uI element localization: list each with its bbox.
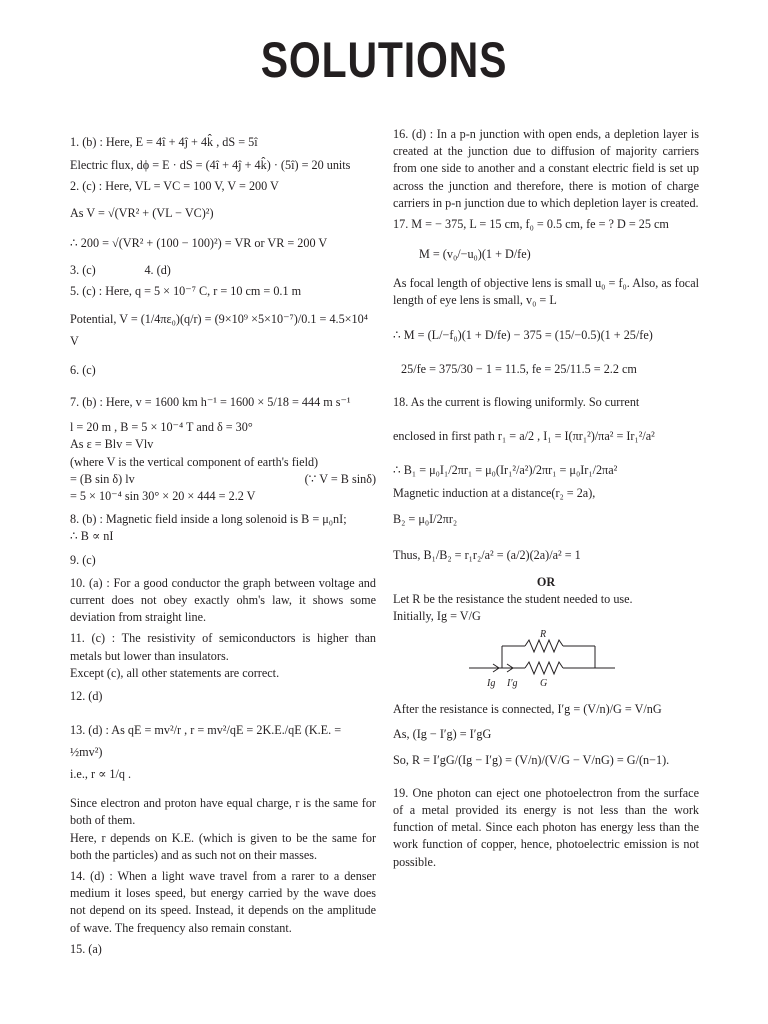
circuit-label-g: G: [540, 677, 548, 689]
q7-l1: l = 20 m , B = 5 × 10⁻⁴ T and δ = 30°: [70, 420, 253, 435]
q7-l4b: (∵ V = B sinδ): [304, 471, 376, 486]
right-column: [393, 126, 699, 871]
q11-l1: 11. (c) : The resistivity of semiconductors is higher than metals but lower than insulators.: [70, 631, 376, 663]
galvanometer-shunt-circuit-diagram: [467, 628, 617, 698]
q3-4: 3. (c) 4. (d): [70, 262, 171, 277]
page-title: SOLUTIONS: [260, 32, 508, 88]
q6: 6. (c): [70, 363, 96, 378]
q8-l2: ∴ B ∝ nI: [70, 529, 114, 544]
q5-head: 5. (c) : Here, q = 5 × 10⁻⁷ C, r = 10 cm = 0.1 m: [70, 283, 302, 298]
q14: 14. (d) : When a light wave travel from a rarer to a denser medium it loses speed, but energy carried by the wave does not depend on its speed. Instead, it depends on the amplitude of wave. The frequency also remain constant.: [70, 869, 376, 935]
q7-l5: = 5 × 10⁻⁴ sin 30° × 20 × 444 = 2.2 V: [70, 489, 256, 504]
q2-eq1: As V = √(VR² + (VL − VC)²): [70, 205, 214, 220]
q13-eq: 13. (d) : As qE = mv²/r , r = mv²/qE = 2K.E./qE (K.E. = ½mv²): [70, 723, 342, 760]
q13-p2: Here, r depends on K.E. (which is given to be the same for both the particles) and as such not on their masses.: [70, 830, 376, 862]
q18-eq3: B₂ = μ₀I/2πr₂: [393, 512, 458, 527]
q13-p1: Since electron and proton have equal charge, r is the same for both of them.: [70, 796, 376, 828]
circuit-label-igp: I′g: [507, 677, 518, 689]
q18-eq5: After the resistance is connected, I′g = (V/n)/G = V/nG: [393, 701, 662, 716]
q18-p4: Initially, Ig = V/G: [393, 609, 481, 624]
q18-p2: Magnetic induction at a distance(r₂ = 2a),: [393, 485, 596, 500]
q18-eq6: As, (Ig − I′g) = I′gG: [393, 726, 492, 741]
q11-l2: Except (c), all other statements are correct.: [70, 665, 280, 680]
q12: 12. (d): [70, 689, 103, 704]
q8-l1: 8. (b) : Magnetic field inside a long solenoid is B = μ₀nI;: [70, 512, 347, 527]
q1-flux: Electric flux, dϕ = E · dS = (4î + 4ĵ + 4k̂) · (5î) = 20 units: [70, 158, 351, 173]
q13-ie: i.e., r ∝ 1/q .: [70, 767, 132, 782]
q18-eq1: enclosed in first path r₁ = a/2 , I₁ = I(πr₁²)/πa² = Ir₁²/a²: [393, 428, 655, 443]
q18-eq2: ∴ B₁ = μ₀I₁/2πr₁ = μ₀(Ir₁²/a²)/2πr₁ = μ₀Ir₁/2πa²: [393, 462, 618, 477]
q17-head: 17. M = − 375, L = 15 cm, f₀ = 0.5 cm, fe = ? D = 25 cm: [393, 217, 669, 232]
circuit-label-ig: Ig: [487, 677, 496, 689]
or-heading: OR: [536, 575, 556, 590]
q10: 10. (a) : For a good conductor the graph between voltage and current does not obey exactly ohm's law, it shows some deviation from straight line.: [70, 575, 376, 625]
q17-p1: As focal length of objective lens is small u₀ = f₀. Also, as focal length of eye lens is small, v₀ = L: [393, 276, 699, 308]
q1-head: 1. (b) : Here, E = 4î + 4ĵ + 4k̂ , dS = 5î: [70, 135, 258, 149]
q5-eq: Potential, V = (1/4πε₀)(q/r) = (9×10⁹ ×5×10⁻⁷)/0.1 = 4.5×10⁴ V: [70, 312, 368, 349]
q7-l3: (where V is the vertical component of earth's field): [70, 454, 319, 469]
q18-eq7: So, R = I′gG/(Ig − I′g) = (V/n)/(V/G − V/nG) = G/(n−1).: [393, 752, 670, 767]
left-column: [70, 126, 376, 958]
q15: 15. (a): [70, 941, 102, 956]
q9: 9. (c): [70, 552, 96, 567]
q7-head: 7. (b) : Here, v = 1600 km h⁻¹ = 1600 × 5/18 = 444 m s⁻¹: [70, 395, 351, 410]
q7-l2: As ε = Blv = Vlv: [70, 437, 154, 452]
q17-eq3: 25/fe = 375/30 − 1 = 11.5, fe = 25/11.5 = 2.2 cm: [401, 361, 637, 376]
q7-l4a: = (B sin δ) lv: [70, 471, 135, 486]
q18-p3: Let R be the resistance the student needed to use.: [393, 592, 633, 607]
q17-eq1: M = (v₀/−u₀)(1 + D/fe): [419, 247, 531, 262]
q2-eq2: ∴ 200 = √(VR² + (100 − 100)²) = VR or VR = 200 V: [70, 235, 328, 250]
q18-p1: 18. As the current is flowing uniformly. So current: [393, 394, 640, 409]
q18-eq4: Thus, B₁/B₂ = r₁r₂/a² = (a/2)(2a)/a² = 1: [393, 548, 581, 563]
q19: 19. One photon can eject one photoelectron from the surface of a metal provided its energy is not less than the work function of metal. Since each photon has energy less than the work function of copper, hence, photoelectric emission is not possible.: [393, 785, 699, 869]
q2-head: 2. (c) : Here, VL = VC = 100 V, V = 200 V: [70, 179, 279, 194]
q16: 16. (d) : In a p-n junction with open ends, a depletion layer is created at the junction due to diffusion of majority carriers from one side to another and a constant electric field is set up across the junction and therefore, there is motion of charge carriers in p-n junction due to which depletion layer is created.: [393, 127, 699, 210]
q17-eq2: ∴ M = (L/−f₀)(1 + D/fe) − 375 = (15/−0.5)(1 + 25/fe): [393, 327, 653, 342]
circuit-label-r: R: [540, 628, 547, 640]
